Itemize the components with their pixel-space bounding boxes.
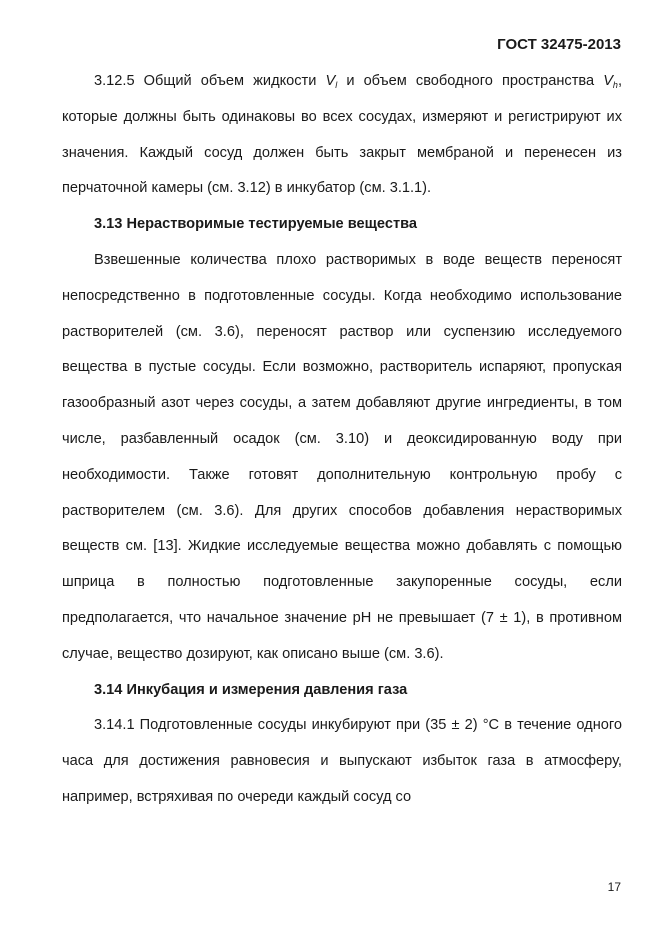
standard-code: ГОСТ 32475-2013 bbox=[497, 36, 621, 53]
variable-v-h: $V_h$ bbox=[603, 73, 618, 90]
paragraph-text: и объем свободного пространства bbox=[337, 73, 604, 89]
paragraph-text: , которые должны быть одинаковы во всех сосудах, измеряют и регистрируют их значения. Каждый сосуд должен быть закрыт мембраной и перенесен из перчаточной камеры (см. 3.12) в инкубатор (см. 3.1.1). bbox=[62, 73, 622, 197]
section-heading-3-14: 3.14 Инкубация и измерения давления газа bbox=[94, 681, 408, 698]
paragraph-3-12-5 bbox=[62, 64, 622, 207]
paragraph-3-13: Взвешенные количества плохо растворимых в воде веществ переносят непосредственно в подготовленные сосуды. Когда необходимо использование растворителей (см. 3.6), переносят раствор или суспензию исследуемого вещества в пустые сосуды. Если возможно, растворитель испаряют, пропуская газообразный азот через сосуды, а затем добавляют другие ингредиенты, в том числе, разбавленный осадок (см. 3.10) и деоксидированную воду при необходимости. Также готовят дополнительную контрольную пробу с растворителем (см. 3.6). Для других способов добавления нерастворимых веществ см. [13]. Жидкие исследуемые вещества можно добавлять с помощью шприца в полностью подготовленные закупоренные сосуды, если предполагается, что начальное значение pH не превышает (7 ± 1), в противном случае, вещество дозируют, как описано выше (см. 3.6). bbox=[62, 251, 622, 662]
variable-v-l: $V_l$ bbox=[325, 73, 338, 90]
paragraph-3-14-1: 3.14.1 Подготовленные сосуды инкубируют при (35 ± 2) °С в течение одного часа для достижения равновесия и выпускают избыток газа в атмосферу, например, встряхивая по очереди каждый сосуд со bbox=[62, 717, 622, 805]
document-body bbox=[62, 64, 622, 816]
page-number: 17 bbox=[607, 880, 621, 894]
section-heading-3-13: 3.13 Нерастворимые тестируемые вещества bbox=[94, 216, 418, 233]
paragraph-text: 3.12.5 Общий объем жидкости bbox=[94, 73, 326, 89]
